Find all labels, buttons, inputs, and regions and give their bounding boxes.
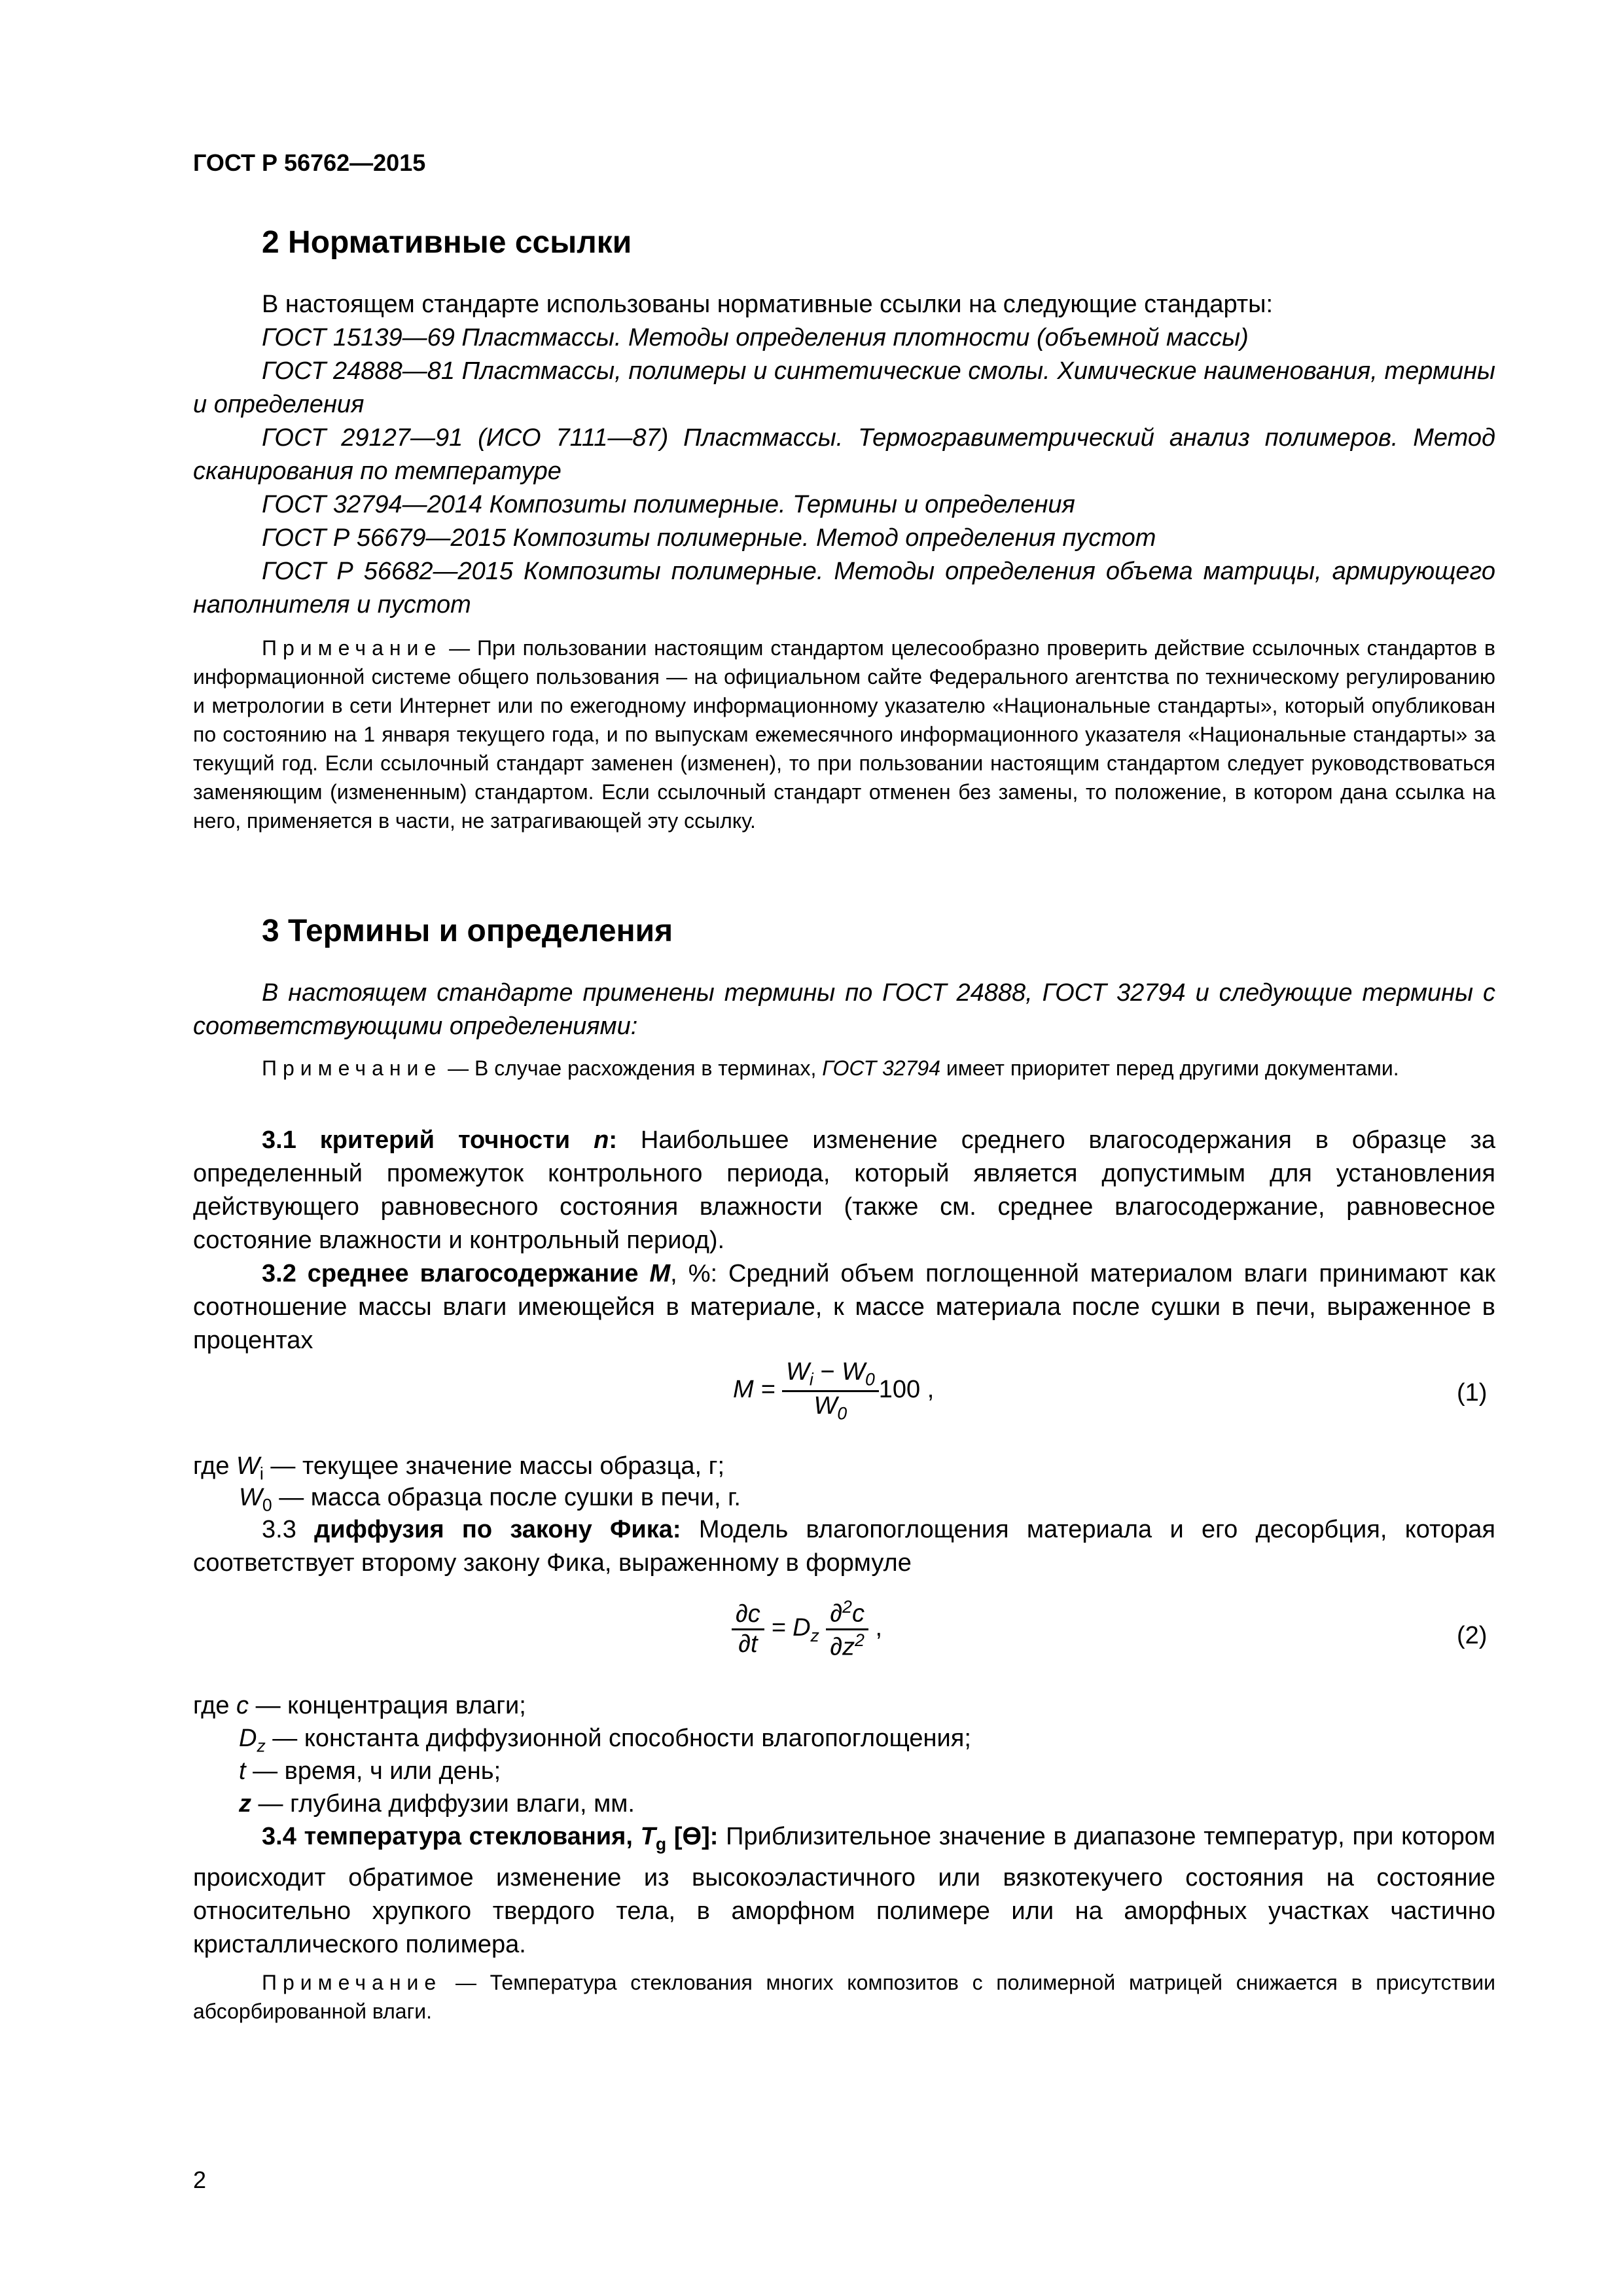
- section-2-title: 2 Нормативные ссылки: [262, 225, 632, 260]
- term-3-4: 3.4 температура стеклования, $T_g$ [ϴ]: Приблизительное значение в диапазоне температур, при котором происходит обратимое изменение из высокоэластичного или вязкотекучего состояния на состояние относительно хрупкого твердого тела, в аморфном полимере или на аморфных участках частично кристаллического полимера.: [193, 1823, 1496, 1958]
- term-3-1-definition: Наибольшее изменение среднего влагосодержания в образце за определенный промежуток контрольного периода, который является допустимым для установления действующего равновесного состояния влажности (также см. среднее влагосодержание, равновесное состояние влажности и контрольный период).: [193, 1126, 1495, 1254]
- term-3-4-title: 3.4 температура стеклования,: [262, 1823, 641, 1850]
- where-line: $W_0$ — масса образца после сушки в печи, г.: [239, 1484, 741, 1515]
- section-3-intro: В настоящем стандарте применены термины по ГОСТ 24888, ГОСТ 32794 и следующие термины с соответствующими определениями:: [193, 979, 1495, 1040]
- formula-2: $\frac{\partial c}{\partial t}$ = $D_z$ $\frac{\partial^2c}{\partial z^2}$ ,: [732, 1597, 882, 1661]
- equation-number-1: (1): [1457, 1379, 1488, 1407]
- where-line: $D_z$ — константа диффузионной способности влагопоглощения;: [239, 1725, 971, 1756]
- reference-item: ГОСТ 24888—81 Пластмассы, полимеры и синтетические смолы. Химические наименования, термины и определения: [193, 357, 1495, 418]
- note-label: Примечание: [262, 1971, 442, 1994]
- term-3-2-definition: Средний объем поглощенной материалом влаги принимают как соотношение массы влаги имеющейся в материале, к массе материала после сушки в печи, выраженное в процентах: [193, 1260, 1495, 1354]
- term-3-1: 3.1 критерий точности n: Наибольшее изменение среднего влагосодержания в образце за определенный промежуток контрольного периода, который является допустимым для установления действующего равновесного состояния влажности (также см. среднее влагосодержание, равновесное состояние влажности и контрольный период).: [193, 1126, 1495, 1254]
- note-label: Примечание: [262, 636, 442, 660]
- formula-1: M = $\frac{W_i - W_0}{W_0}$ 100 ,: [733, 1358, 935, 1424]
- reference-item: ГОСТ Р 56682—2015 Композиты полимерные. Методы определения объема матрицы, армирующего наполнителя и пустот: [193, 558, 1495, 619]
- note-text: — При пользовании настоящим стандартом целесообразно проверить действие ссылочных стандартов в информационной системе общего пользования — на официальном сайте Федерального агентства по техническому регулированию и метрологии в сети Интернет или по ежегодному информационному указателю «Национальные стандарты», который опубликован по состоянию на 1 января текущего года, и по выпускам ежемесячного информационного указателя «Национальные стандарты» за текущий год. Если ссылочный стандарт заменен (изменен), то при пользовании настоящим стандартом следует руководствоваться заменяющим (измененным) стандартом. Если ссылочный стандарт отменен без замены, то положение, в котором дана ссылка на него, применяется в части, не затрагивающей эту ссылку.: [193, 636, 1495, 833]
- where-line: t — время, ч или день;: [239, 1757, 501, 1785]
- reference-item: ГОСТ 29127—91 (ИСО 7111—87) Пластмассы. Термогравиметрический анализ полимеров. Метод сканирования по температуре: [193, 424, 1495, 485]
- reference-item: ГОСТ Р 56679—2015 Композиты полимерные. Метод определения пустот: [262, 524, 1156, 552]
- section-2-body: [193, 288, 1495, 622]
- reference-item: ГОСТ 15139—69 Пластмассы. Методы определения плотности (объемной массы): [262, 324, 1249, 351]
- term-3-2-title: 3.2 среднее влагосодержание: [262, 1260, 650, 1287]
- note-reference: ГОСТ 32794: [822, 1056, 940, 1080]
- where-line: где c — концентрация влаги;: [193, 1692, 526, 1719]
- term-3-3-title: диффузия по закону Фика:: [314, 1516, 681, 1543]
- page-number: 2: [193, 2166, 207, 2193]
- term-3-2: 3.2 среднее влагосодержание M, %: Средний объем поглощенной материалом влаги принимают как соотношение массы влаги имеющейся в материале, к массе материала после сушки в печи, выраженное в процентах: [193, 1260, 1495, 1354]
- term-3-3-definition: Модель влагопоглощения материала и его десорбция, которая соответствует второму закону Фика, выраженному в формуле: [193, 1516, 1495, 1577]
- section-3-title: 3 Термины и определения: [262, 914, 673, 948]
- term-3-1-title: 3.1 критерий точности: [262, 1126, 594, 1154]
- where-line: где $W_i$ — текущее значение массы образца, г;: [193, 1452, 725, 1484]
- term-3-4-definition: Приблизительное значение в диапазоне температур, при котором происходит обратимое изменение из высокоэластичного или вязкотекучего состояния на состояние относительно хрупкого твердого тела, в аморфном полимере или на аморфных участках частично кристаллического полимера.: [193, 1823, 1496, 1958]
- section-3-note: Примечание — В случае расхождения в терминах, ГОСТ 32794 имеет приоритет перед другими документами.: [262, 1056, 1399, 1080]
- note-label: Примечание: [262, 1056, 442, 1080]
- reference-item: ГОСТ 32794—2014 Композиты полимерные. Термины и определения: [262, 491, 1075, 518]
- document-code: ГОСТ Р 56762—2015: [193, 149, 426, 176]
- term-3-3: 3.3 диффузия по закону Фика: Модель влагопоглощения материала и его десорбция, которая соответствует второму закону Фика, выраженному в формуле: [193, 1516, 1495, 1577]
- equation-number-2: (2): [1457, 1622, 1488, 1649]
- section-2-intro: В настоящем стандарте использованы нормативные ссылки на следующие стандарты:: [262, 291, 1274, 318]
- section-2-note: [193, 634, 1495, 835]
- section-3-note-2: Примечание — Температура стеклования многих композитов с полимерной матрицей снижается в присутствии абсорбированной влаги.: [193, 1971, 1495, 2023]
- where-line: z — глубина диффузии влаги, мм.: [239, 1790, 635, 1818]
